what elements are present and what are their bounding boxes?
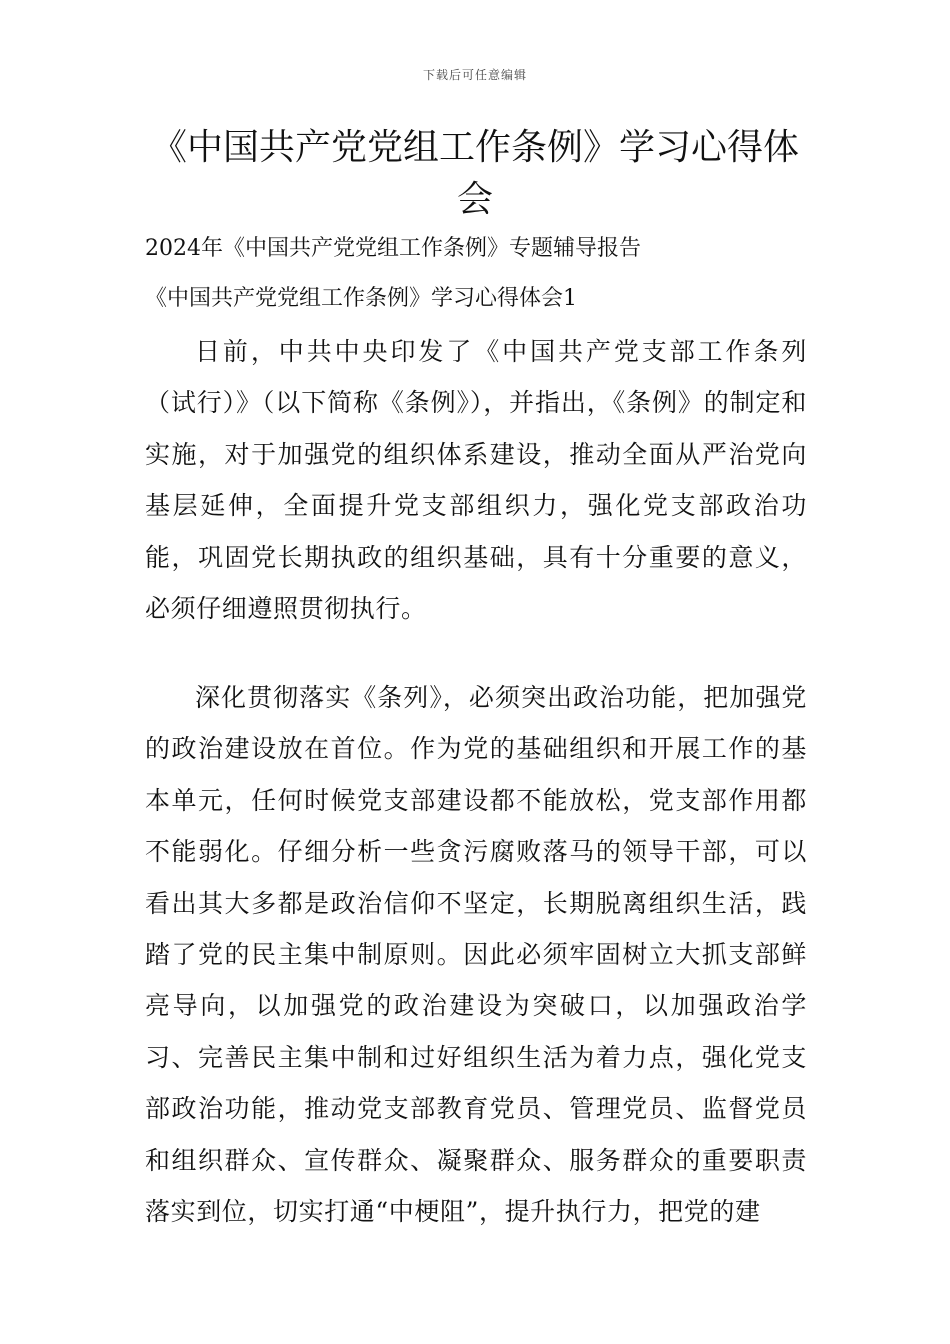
document-title: 《中国共产党党组工作条例》学习心得体会 [150,127,799,220]
subtitle-line-2: 《中国共产党党组工作条例》学习心得体会1 [145,286,577,311]
body-paragraph: 日前，中共中央印发了《中国共产党支部工作条列（试行）》（以下简称《条例》），并指出，《条例》的制定和实施，对于加强党的组织体系建设，推动全面从严治党向基层延伸，全面提升党支部组织力，强化党支部政治功能，巩固党长期执政的组织基础，具有十分重要的意义，必须仔细遵照贯彻执行。 [145,337,807,624]
body-paragraph: 深化贯彻落实《条列》，必须突出政治功能，把加强党的政治建设放在首位。作为党的基础组织和开展工作的基本单元，任何时候党支部建设都不能放松，党支部作用都不能弱化。仔细分析一些贪污腐败落马的领导干部，可以看出其大多都是政治信仰不坚定，长期脱离组织生活，践踏了党的民主集中制原则。因此必须牢固树立大抓支部鲜亮导向，以加强党的政治建设为突破口，以加强政治学习、完善民主集中制和过好组织生活为着力点，强化党支部政治功能，推动党支部教育党员、管理党员、监督党员和组织群众、宣传群众、凝聚群众、服务群众的重要职责落实到位，切实打通“中梗阻”，提升执行力，把党的建 [145,683,807,1227]
subtitle-line-1: 2024年《中国共产党党组工作条例》专题辅导报告 [145,236,641,261]
header-note: 下载后可任意编辑 [422,68,527,82]
